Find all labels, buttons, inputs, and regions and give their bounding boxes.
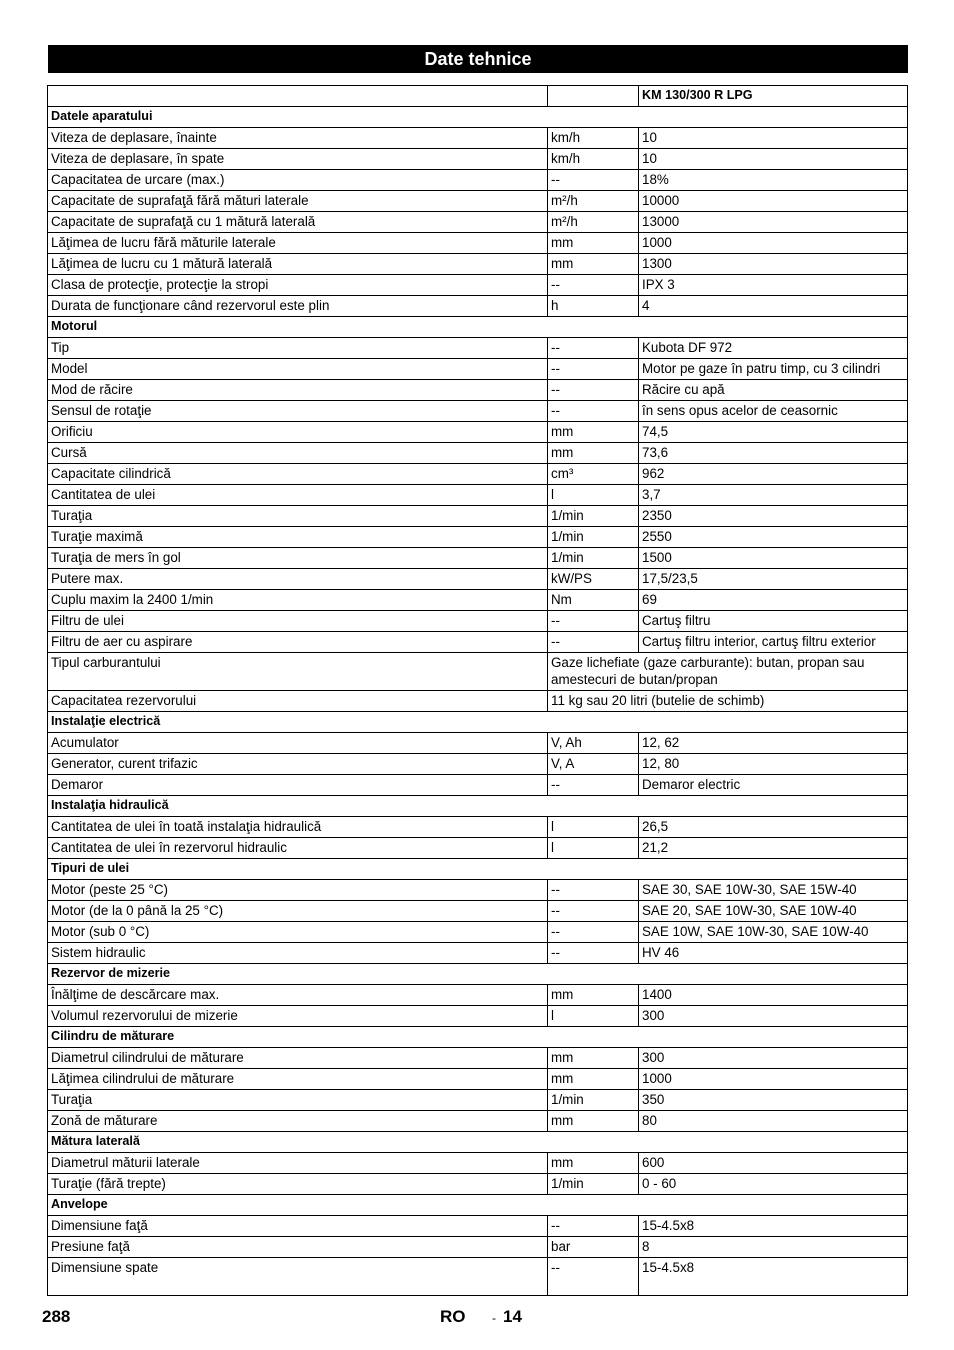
spec-label: Capacitate de suprafaţă cu 1 mătură laterală bbox=[48, 212, 548, 233]
spec-label: Tipul carburantului bbox=[48, 653, 548, 691]
spec-value: HV 46 bbox=[639, 943, 908, 964]
spec-unit: -- bbox=[548, 1216, 639, 1237]
spec-label: Cantitatea de ulei bbox=[48, 485, 548, 506]
spec-value: 600 bbox=[639, 1153, 908, 1174]
spec-label: Dimensiune spate bbox=[48, 1258, 548, 1296]
spec-label: Înălţime de descărcare max. bbox=[48, 985, 548, 1006]
spec-label: Turaţia bbox=[48, 1090, 548, 1111]
spec-value: 962 bbox=[639, 464, 908, 485]
spec-label: Model bbox=[48, 359, 548, 380]
spec-label: Zonă de măturare bbox=[48, 1111, 548, 1132]
table-row bbox=[48, 611, 908, 632]
table-row bbox=[48, 128, 908, 149]
spec-value: Răcire cu apă bbox=[639, 380, 908, 401]
spec-label: Filtru de ulei bbox=[48, 611, 548, 632]
spec-label: Sistem hidraulic bbox=[48, 943, 548, 964]
section-heading: Rezervor de mizerie bbox=[48, 964, 908, 985]
table-row bbox=[48, 590, 908, 611]
table-row bbox=[48, 1069, 908, 1090]
spec-value: Cartuş filtru interior, cartuş filtru exterior bbox=[639, 632, 908, 653]
spec-value: 10 bbox=[639, 149, 908, 170]
spec-unit: 1/min bbox=[548, 1090, 639, 1111]
spec-value: 11 kg sau 20 litri (butelie de schimb) bbox=[548, 691, 908, 712]
table-row bbox=[48, 754, 908, 775]
spec-value: 18% bbox=[639, 170, 908, 191]
section-row bbox=[48, 1195, 908, 1216]
section-row bbox=[48, 964, 908, 985]
spec-label: Diametrul măturii laterale bbox=[48, 1153, 548, 1174]
spec-unit: l bbox=[548, 1006, 639, 1027]
table-row bbox=[48, 506, 908, 527]
spec-unit: 1/min bbox=[548, 506, 639, 527]
spec-unit: l bbox=[548, 817, 639, 838]
spec-label: Putere max. bbox=[48, 569, 548, 590]
spec-value: Kubota DF 972 bbox=[639, 338, 908, 359]
table-row bbox=[48, 1174, 908, 1195]
table-row bbox=[48, 901, 908, 922]
spec-label: Lăţimea de lucru fără măturile laterale bbox=[48, 233, 548, 254]
spec-unit: 1/min bbox=[548, 1174, 639, 1195]
spec-value: 0 - 60 bbox=[639, 1174, 908, 1195]
spec-value: Motor pe gaze în patru timp, cu 3 cilindri bbox=[639, 359, 908, 380]
spec-unit: -- bbox=[548, 775, 639, 796]
spec-label: Turaţie maximă bbox=[48, 527, 548, 548]
table-row bbox=[48, 1237, 908, 1258]
table-row bbox=[48, 149, 908, 170]
spec-label: Dimensiune faţă bbox=[48, 1216, 548, 1237]
section-row bbox=[48, 796, 908, 817]
table-row bbox=[48, 1153, 908, 1174]
section-page-number: 14 bbox=[503, 1307, 522, 1326]
header-empty-unit bbox=[548, 86, 639, 107]
spec-value: 21,2 bbox=[639, 838, 908, 859]
spec-unit: -- bbox=[548, 943, 639, 964]
section-heading: Instalaţia hidraulică bbox=[48, 796, 908, 817]
spec-label: Capacitatea de urcare (max.) bbox=[48, 170, 548, 191]
spec-unit: mm bbox=[548, 985, 639, 1006]
spec-unit: -- bbox=[548, 380, 639, 401]
section-heading: Mătura laterală bbox=[48, 1132, 908, 1153]
spec-unit: -- bbox=[548, 338, 639, 359]
table-row bbox=[48, 422, 908, 443]
table-row bbox=[48, 464, 908, 485]
section-row bbox=[48, 1027, 908, 1048]
spec-value: 15-4.5x8 bbox=[639, 1258, 908, 1296]
spec-unit: -- bbox=[548, 359, 639, 380]
table-row bbox=[48, 296, 908, 317]
table-row bbox=[48, 838, 908, 859]
spec-value: 69 bbox=[639, 590, 908, 611]
table-row bbox=[48, 569, 908, 590]
spec-value: 300 bbox=[639, 1048, 908, 1069]
spec-unit: 1/min bbox=[548, 527, 639, 548]
table-header-row bbox=[48, 86, 908, 107]
spec-value: 10 bbox=[639, 128, 908, 149]
table-row bbox=[48, 691, 908, 712]
spec-label: Motor (sub 0 °C) bbox=[48, 922, 548, 943]
spec-unit: -- bbox=[548, 611, 639, 632]
table-row bbox=[48, 1258, 908, 1296]
spec-value: Gaze lichefiate (gaze carburante): butan, propan sau amestecuri de butan/propan bbox=[548, 653, 908, 691]
spec-unit: -- bbox=[548, 632, 639, 653]
spec-value: 4 bbox=[639, 296, 908, 317]
model-header: KM 130/300 R LPG bbox=[639, 86, 908, 107]
spec-unit: cm³ bbox=[548, 464, 639, 485]
section-row bbox=[48, 712, 908, 733]
table-row bbox=[48, 170, 908, 191]
spec-value: SAE 30, SAE 10W-30, SAE 15W-40 bbox=[639, 880, 908, 901]
spec-unit: -- bbox=[548, 880, 639, 901]
spec-value: IPX 3 bbox=[639, 275, 908, 296]
spec-unit: mm bbox=[548, 1153, 639, 1174]
section-row bbox=[48, 107, 908, 128]
spec-label: Turaţie (fără trepte) bbox=[48, 1174, 548, 1195]
footer-dash: - bbox=[492, 1311, 496, 1325]
spec-unit: mm bbox=[548, 233, 639, 254]
table-row bbox=[48, 733, 908, 754]
language-code: RO bbox=[440, 1307, 466, 1326]
table-row bbox=[48, 401, 908, 422]
spec-value: 15-4.5x8 bbox=[639, 1216, 908, 1237]
spec-value: 3,7 bbox=[639, 485, 908, 506]
spec-label: Filtru de aer cu aspirare bbox=[48, 632, 548, 653]
spec-label: Cantitatea de ulei în toată instalaţia hidraulică bbox=[48, 817, 548, 838]
table-row bbox=[48, 485, 908, 506]
spec-label: Motor (peste 25 °C) bbox=[48, 880, 548, 901]
table-row bbox=[48, 1090, 908, 1111]
spec-value: 1500 bbox=[639, 548, 908, 569]
spec-value: 1300 bbox=[639, 254, 908, 275]
spec-label: Acumulator bbox=[48, 733, 548, 754]
spec-unit: m²/h bbox=[548, 212, 639, 233]
spec-value: 12, 62 bbox=[639, 733, 908, 754]
section-row bbox=[48, 1132, 908, 1153]
section-heading: Motorul bbox=[48, 317, 908, 338]
table-row bbox=[48, 1216, 908, 1237]
spec-unit: V, Ah bbox=[548, 733, 639, 754]
spec-label: Viteza de deplasare, în spate bbox=[48, 149, 548, 170]
table-row bbox=[48, 1048, 908, 1069]
spec-value: 10000 bbox=[639, 191, 908, 212]
page-title: Date tehnice bbox=[48, 45, 908, 73]
table-row bbox=[48, 1006, 908, 1027]
spec-value: SAE 10W, SAE 10W-30, SAE 10W-40 bbox=[639, 922, 908, 943]
spec-label: Volumul rezervorului de mizerie bbox=[48, 1006, 548, 1027]
page-number: 288 bbox=[42, 1307, 71, 1326]
spec-unit: l bbox=[548, 485, 639, 506]
section-heading: Anvelope bbox=[48, 1195, 908, 1216]
table-row bbox=[48, 985, 908, 1006]
spec-label: Turaţia bbox=[48, 506, 548, 527]
spec-label: Cursă bbox=[48, 443, 548, 464]
spec-value: 12, 80 bbox=[639, 754, 908, 775]
section-heading: Instalaţie electrică bbox=[48, 712, 908, 733]
spec-unit: -- bbox=[548, 1258, 639, 1296]
spec-label: Clasa de protecţie, protecţie la stropi bbox=[48, 275, 548, 296]
spec-label: Durata de funcţionare când rezervorul este plin bbox=[48, 296, 548, 317]
spec-unit: mm bbox=[548, 1048, 639, 1069]
table-row bbox=[48, 191, 908, 212]
spec-unit: -- bbox=[548, 170, 639, 191]
spec-unit: mm bbox=[548, 443, 639, 464]
spec-unit: Nm bbox=[548, 590, 639, 611]
spec-unit: mm bbox=[548, 254, 639, 275]
table-row bbox=[48, 275, 908, 296]
table-row bbox=[48, 359, 908, 380]
spec-value: 13000 bbox=[639, 212, 908, 233]
spec-unit: mm bbox=[548, 1111, 639, 1132]
spec-label: Capacitate de suprafaţă fără mături laterale bbox=[48, 191, 548, 212]
spec-label: Lăţimea cilindrului de măturare bbox=[48, 1069, 548, 1090]
section-heading: Tipuri de ulei bbox=[48, 859, 908, 880]
spec-unit: h bbox=[548, 296, 639, 317]
spec-unit: 1/min bbox=[548, 548, 639, 569]
table-row bbox=[48, 527, 908, 548]
table-row bbox=[48, 880, 908, 901]
spec-value: 1000 bbox=[639, 1069, 908, 1090]
spec-value: 80 bbox=[639, 1111, 908, 1132]
spec-label: Viteza de deplasare, înainte bbox=[48, 128, 548, 149]
spec-label: Cantitatea de ulei în rezervorul hidraulic bbox=[48, 838, 548, 859]
table-row bbox=[48, 775, 908, 796]
spec-value: 1000 bbox=[639, 233, 908, 254]
section-heading: Datele aparatului bbox=[48, 107, 908, 128]
spec-label: Capacitatea rezervorului bbox=[48, 691, 548, 712]
spec-value: 300 bbox=[639, 1006, 908, 1027]
spec-unit: km/h bbox=[548, 149, 639, 170]
table-row bbox=[48, 443, 908, 464]
spec-label: Lăţimea de lucru cu 1 mătură laterală bbox=[48, 254, 548, 275]
spec-label: Generator, curent trifazic bbox=[48, 754, 548, 775]
spec-unit: km/h bbox=[548, 128, 639, 149]
spec-unit: -- bbox=[548, 901, 639, 922]
spec-unit: l bbox=[548, 838, 639, 859]
spec-value: Demaror electric bbox=[639, 775, 908, 796]
table-row bbox=[48, 380, 908, 401]
section-row bbox=[48, 317, 908, 338]
table-row bbox=[48, 212, 908, 233]
spec-value: 73,6 bbox=[639, 443, 908, 464]
spec-value: 8 bbox=[639, 1237, 908, 1258]
spec-value: 2350 bbox=[639, 506, 908, 527]
table-row bbox=[48, 548, 908, 569]
spec-unit: -- bbox=[548, 922, 639, 943]
spec-unit: kW/PS bbox=[548, 569, 639, 590]
spec-value: în sens opus acelor de ceasornic bbox=[639, 401, 908, 422]
table-row bbox=[48, 338, 908, 359]
table-row bbox=[48, 817, 908, 838]
section-heading: Cilindru de măturare bbox=[48, 1027, 908, 1048]
technical-data-table bbox=[47, 85, 908, 1296]
spec-value: Cartuş filtru bbox=[639, 611, 908, 632]
spec-label: Mod de răcire bbox=[48, 380, 548, 401]
spec-label: Sensul de rotaţie bbox=[48, 401, 548, 422]
spec-label: Demaror bbox=[48, 775, 548, 796]
spec-value: 2550 bbox=[639, 527, 908, 548]
table-row bbox=[48, 632, 908, 653]
table-row bbox=[48, 653, 908, 691]
spec-unit: V, A bbox=[548, 754, 639, 775]
spec-value: SAE 20, SAE 10W-30, SAE 10W-40 bbox=[639, 901, 908, 922]
table-row bbox=[48, 254, 908, 275]
spec-label: Turaţia de mers în gol bbox=[48, 548, 548, 569]
spec-label: Capacitate cilindrică bbox=[48, 464, 548, 485]
spec-label: Presiune faţă bbox=[48, 1237, 548, 1258]
spec-unit: mm bbox=[548, 422, 639, 443]
table-row bbox=[48, 943, 908, 964]
spec-unit: mm bbox=[548, 1069, 639, 1090]
spec-value: 350 bbox=[639, 1090, 908, 1111]
spec-unit: -- bbox=[548, 275, 639, 296]
spec-unit: -- bbox=[548, 401, 639, 422]
spec-unit: bar bbox=[548, 1237, 639, 1258]
spec-unit: m²/h bbox=[548, 191, 639, 212]
spec-label: Diametrul cilindrului de măturare bbox=[48, 1048, 548, 1069]
spec-value: 1400 bbox=[639, 985, 908, 1006]
section-row bbox=[48, 859, 908, 880]
table-row bbox=[48, 233, 908, 254]
spec-value: 17,5/23,5 bbox=[639, 569, 908, 590]
table-row bbox=[48, 922, 908, 943]
spec-label: Tip bbox=[48, 338, 548, 359]
header-empty-label bbox=[48, 86, 548, 107]
table-row bbox=[48, 1111, 908, 1132]
spec-value: 26,5 bbox=[639, 817, 908, 838]
spec-label: Motor (de la 0 până la 25 °C) bbox=[48, 901, 548, 922]
spec-label: Cuplu maxim la 2400 1/min bbox=[48, 590, 548, 611]
spec-value: 74,5 bbox=[639, 422, 908, 443]
spec-label: Orificiu bbox=[48, 422, 548, 443]
